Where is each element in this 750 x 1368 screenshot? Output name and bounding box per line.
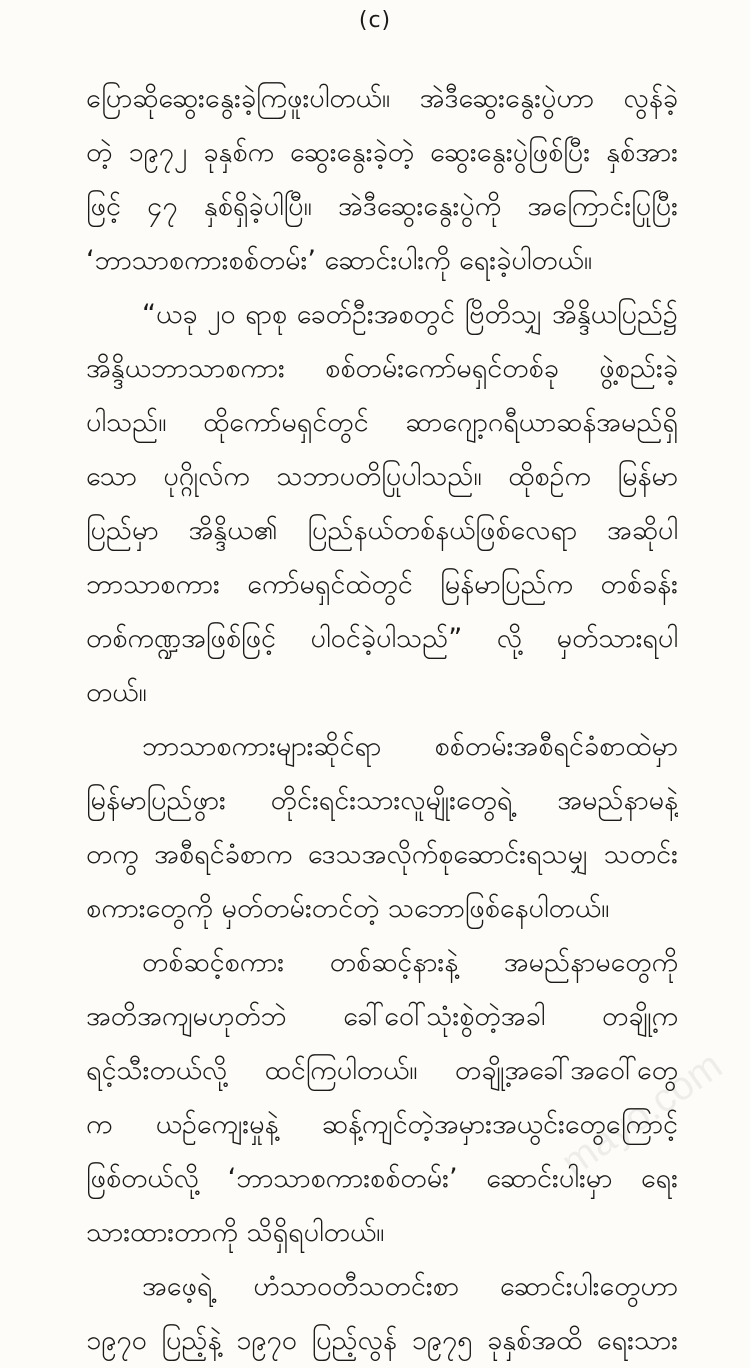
text-line: ရင့်သီးတယ်လို့ ထင်ကြပါတယ်။ တချို့အခေါ်အဝေါ်တွေ [86, 1055, 678, 1086]
text-line: “ယခု ၂၀ ရာစု ခေတ်ဦးအစတွင် ဗြိတိသျှ အိန္ဒိယပြည်၌ [142, 299, 678, 330]
text-line: သားထားတာကို သိရှိရပါတယ်။ [86, 1217, 385, 1248]
text-line: အတိအကျမဟုတ်ဘဲ ခေါ်ဝေါ်သုံးစွဲတဲ့အခါ တချို့က [86, 1001, 678, 1032]
text-line: ပါသည်။ ထိုကော်မရှင်တွင် ဆာဂျော့ဂရီယာဆန်အမည်ရှိ [86, 407, 678, 438]
text-line: တဲ့ ၁၉၇၂ ခုနှစ်က ဆွေးနွေးခဲ့တဲ့ ဆွေးနွေးပွဲဖြစ်ပြီး နှစ်အား [86, 137, 678, 168]
text-line: တစ်ဆင့်စကား တစ်ဆင့်နားနဲ့ အမည်နာမတွေကို [142, 947, 678, 978]
text-line: မြန်မာပြည်ဖွား တိုင်းရင်းသားလူမျိုးတွေရဲ့ အမည်နာမနဲ့ [86, 785, 678, 816]
text-line: ဘာသာစကား ကော်မရှင်ထဲတွင် မြန်မာပြည်က တစ်ခန်း [86, 569, 678, 600]
text-line: စကားတွေကို မှတ်တမ်းတင်တဲ့ သဘောဖြစ်နေပါတယ်။ [86, 893, 610, 924]
text-line: ‘ဘာသာစကားစစ်တမ်း’ ဆောင်းပါးကို ရေးခဲ့ပါတယ်။ [86, 245, 593, 276]
text-line: က ယဉ်ကျေးမှုနဲ့ ဆန့်ကျင်တဲ့အမှားအယွင်းတွေကြောင့် [86, 1109, 678, 1140]
text-line: တစ်ကဏ္ဍအဖြစ်ဖြင့် ပါဝင်ခဲ့ပါသည်” လို့ မှတ်သားရပါ [86, 623, 678, 654]
page-number: (c) [358, 8, 392, 33]
text-line: တကွ အစီရင်ခံစာက ဒေသအလိုက်စုဆောင်းရသမျှ သတင်း [86, 839, 678, 870]
text-line: တယ်။ [86, 677, 147, 708]
watermark: mayo.com [553, 1043, 730, 1186]
text-line: ဖြစ်တယ်လို့ ‘ဘာသာစကားစစ်တမ်း’ ဆောင်းပါးမှာ ရေး [86, 1163, 678, 1194]
text-line: ပြောဆိုဆွေးနွေးခဲ့ကြဖူးပါတယ်။ အဲဒီဆွေးနွေးပွဲဟာ လွန်ခဲ့ [86, 83, 678, 114]
text-line: အဖေ့ရဲ့ ဟံသာဝတီသတင်းစာ ဆောင်းပါးတွေဟာ [142, 1271, 678, 1302]
text-line: သော ပုဂ္ဂိုလ်က သဘာပတိပြုပါသည်။ ထိုစဉ်က မြန်မာ [86, 461, 678, 492]
text-line: ၁၉၇၀ ပြည့်နဲ့ ၁၉၇၀ ပြည့်လွန် ၁၉၇၅ ခုနှစ်အထိ ရေးသား [86, 1325, 678, 1356]
text-line: ဖြင့် ၄၇ နှစ်ရှိခဲ့ပါပြီ။ အဲဒီဆွေးနွေးပွဲကို အကြောင်းပြုပြီး [86, 191, 678, 222]
text-line: ဘာသာစကားများဆိုင်ရာ စစ်တမ်းအစီရင်ခံစာထဲမှာ [142, 731, 678, 762]
text-line: ပြည်မှာ အိန္ဒိယ၏ ပြည်နယ်တစ်နယ်ဖြစ်လေရာ အဆိုပါ [86, 515, 678, 546]
text-line: အိန္ဒိယဘာသာစကား စစ်တမ်းကော်မရှင်တစ်ခု ဖွဲ့စည်းခဲ့ [86, 353, 678, 384]
